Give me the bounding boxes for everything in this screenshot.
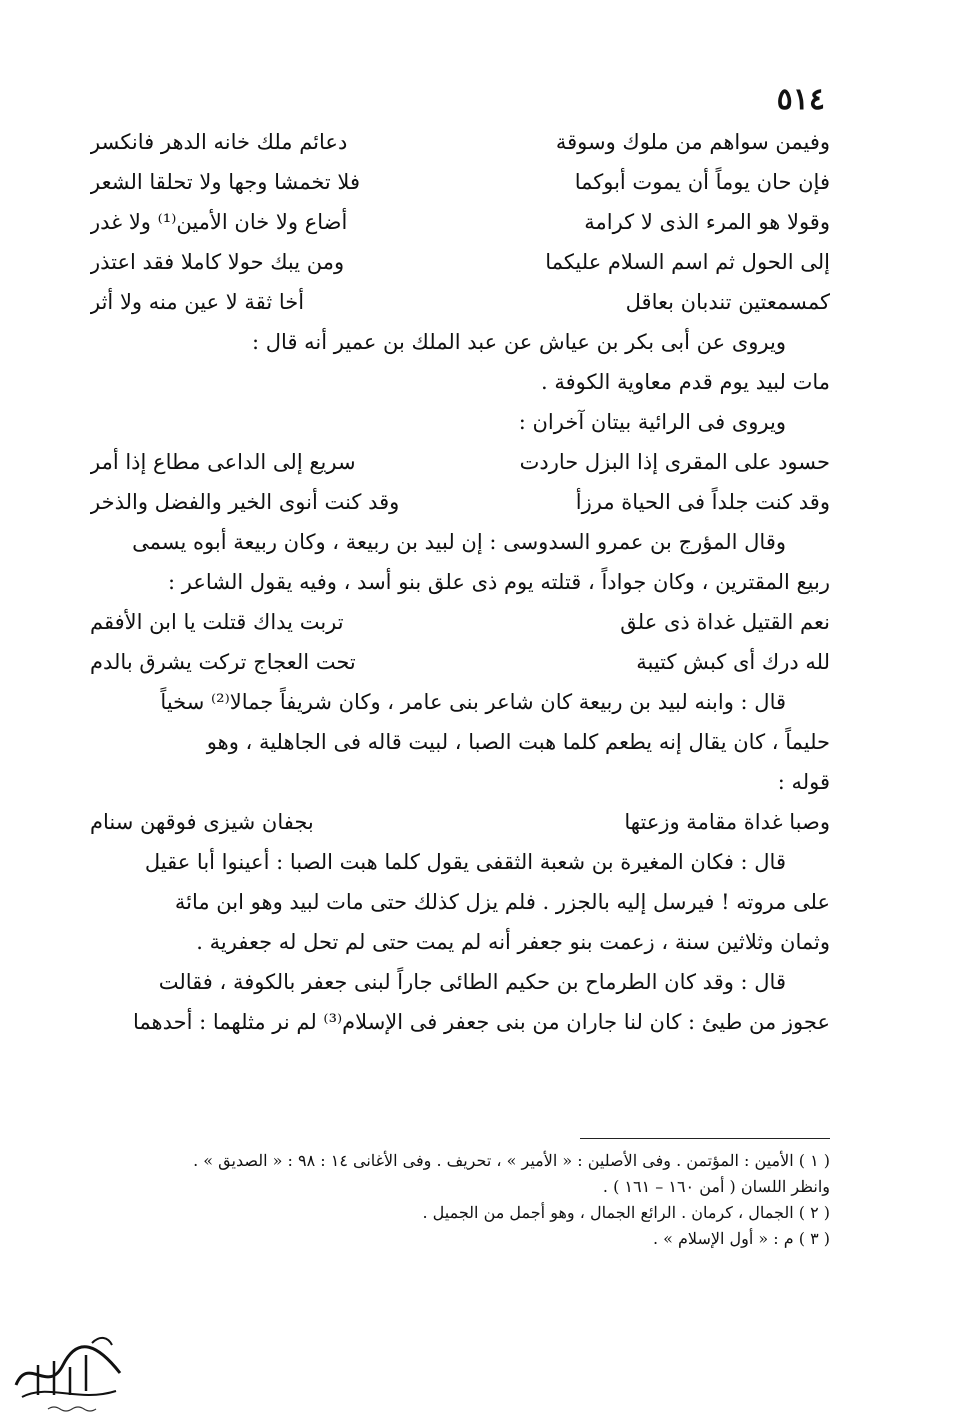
first-hemistich: وفيمن سواهم من ملوك وسوقة [555,130,830,154]
second-hemistich: ومن يبك حولا كاملا فقد اعتذر [90,250,345,274]
footnotes [90,1148,830,1252]
footnote-3: ( ٣ ) م : « أول الإسلام » . [652,1229,830,1248]
first-hemistich: إلى الحول ثم اسم السلام عليكما [545,250,830,274]
paragraph-5 [90,842,830,962]
second-hemistich: فلا تخمشا وجها ولا تحلقا الشعر [90,170,360,194]
paragraph-line: عجوز من طيئ : كان لنا جاران من بنى جعفر فى الإسلام⁽³⁾ لم نر مثلهما : أحدهما [132,1010,830,1034]
verse-line [90,202,830,242]
paragraph-3 [90,522,830,602]
first-hemistich: نعم القتيل غداة ذى علق [620,610,830,634]
first-hemistich: كمسمعتين تندبان بعاقل [625,290,830,314]
paragraph-line: حليماً ، كان يقال إنه يطعم كلما هبت الصبا ، لبيت قاله فى الجاهلية ، وهو [206,730,830,754]
verse-line [90,802,830,842]
second-hemistich: بجفان شيزى فوقهن سنام [90,810,314,834]
paragraph-line: وثمان وثلاثين سنة ، زعمت بنو جعفر أنه لم يمت حتى لم تحل له جعفرية . [196,930,830,954]
verse-line [90,242,830,282]
second-hemistich: سريع إلى الداعى مطاع إذا أمر [90,450,356,474]
footnote-1: ( ١ ) الأمين : المؤتمن . وفى الأصلين : « الأمير » ، تحريف . وفى الأغانى ١٤ : ٩٨ : « الصديق » . [193,1151,830,1170]
second-hemistich: أخا ثقة لا عين منه ولا أثر [90,290,305,314]
paragraph-6 [90,962,830,1042]
second-hemistich: تربت يداك قتلت يا ابن الأفقم [90,610,344,634]
paragraph-line: وقال المؤرج بن عمرو السدوسى : إن لبيد بن ربيعة ، وكان ربيعة أبوه يسمى [132,530,786,554]
verse-line [90,122,830,162]
paragraph-line: قال : فكان المغيرة بن شعبة الثقفى يقول كلما هبت الصبا : أعينوا أبا عقيل [144,850,786,874]
first-hemistich: وقد كنت جلداً فى الحياة مرزأ [575,490,830,514]
paragraph-line: على مروته ! فيرسل إليه بالجزر . فلم يزل كذلك حتى مات لبيد وهو ابن مائة [174,890,830,914]
second-hemistich: تحت العجاج تركت يشرق بالدم [90,650,356,674]
verse-line [90,282,830,322]
stamp-caption-scribble [48,1407,96,1411]
footnote-1-continuation: وانظر اللسان ( أمن ١٦٠ – ١٦١ ) . [602,1177,830,1196]
poem-1 [90,122,830,322]
paragraph-line: ويروى عن أبى بكر بن عياش عن عبد الملك بن عمير أنه قال : [252,330,786,354]
paragraph-line: ربيع المقترين ، وكان جواداً ، قتلته يوم ذى علق بنو أسد ، وفيه يقول الشاعر : [168,570,830,594]
footnote-divider [580,1138,830,1139]
second-hemistich: دعائم ملك خانه الدهر فانكسر [90,130,348,154]
second-hemistich: أضاع ولا خان الأمين⁽¹⁾ ولا غدر [90,210,348,234]
verse-line [90,442,830,482]
second-hemistich: وقد كنت أنوى الخير والفضل والذخر [90,490,400,514]
verse-line [90,162,830,202]
paragraph-line: مات لبيد يوم قدم معاوية الكوفة . [541,370,830,394]
paragraph-4 [90,682,830,802]
paragraph-1 [90,322,830,402]
poem-4 [90,802,830,842]
page-number: ٥١٤ [776,82,825,117]
paragraph-2: ويروى فى الرائية بيتان آخران : [518,410,786,434]
library-stamp-logo [8,1325,128,1417]
verse-line [90,642,830,682]
main-text [90,122,830,1042]
verse-line [90,602,830,642]
stamp-flourish [92,1338,112,1345]
stamp-flourish [16,1347,120,1385]
stamp-flourish [38,1355,86,1395]
paragraph-line: قال : وقد كان الطرماح بن حكيم الطائى جاراً لبنى جعفر بالكوفة ، فقالت [158,970,786,994]
poem-3 [90,602,830,682]
first-hemistich: حسود على المقرى إذا البزل حاردت [519,450,830,474]
paragraph-line: قال : وابنه لبيد بن ربيعة كان شاعر بنى عامر ، وكان شريفاً جمالا⁽²⁾ سخياً [160,690,786,714]
first-hemistich: لله درك أى كبش كتيبة [636,650,830,674]
first-hemistich: فإن حان يوماً أن يموت أبوكما [574,170,830,194]
paragraph-line: قوله : [777,770,830,794]
first-hemistich: وقولا هو المرء الذى لا كرامة [584,210,830,234]
verse-line [90,482,830,522]
poem-2 [90,442,830,522]
footnote-2: ( ٢ ) الجمال ، كرمان . الرائع الجمال ، وهو أجمل من الجميل . [422,1203,830,1222]
first-hemistich: وصبا غداة مقامة وزعتها [624,810,830,834]
